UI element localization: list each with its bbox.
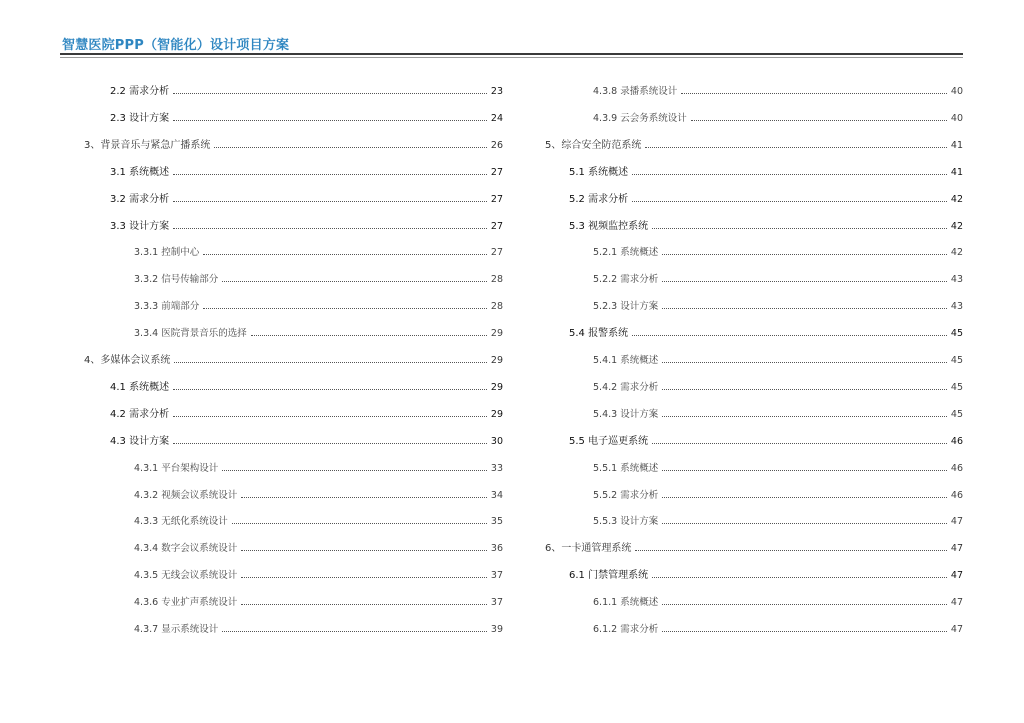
toc-entry-title: 6、一卡通管理系统 bbox=[545, 543, 632, 555]
toc-entry-page-number: 41 bbox=[950, 139, 963, 151]
toc-entry-title: 5.1 系统概述 bbox=[569, 166, 629, 178]
toc-entry-title: 3.1 系统概述 bbox=[110, 166, 170, 178]
toc-entry-page-number: 29 bbox=[490, 328, 503, 340]
toc-entry-page-number: 45 bbox=[950, 328, 963, 340]
toc-entry-page-number: 27 bbox=[490, 220, 503, 232]
toc-entry[interactable] bbox=[84, 138, 503, 152]
toc-entry-title: 4、多媒体会议系统 bbox=[84, 355, 171, 366]
toc-entry-page-number: 40 bbox=[950, 86, 963, 97]
toc-entry[interactable] bbox=[593, 84, 963, 98]
toc-entry-title: 5、综合安全防范系统 bbox=[545, 139, 642, 151]
toc-entry[interactable] bbox=[593, 111, 963, 125]
toc-entry[interactable] bbox=[569, 568, 963, 582]
toc-leader-dots bbox=[222, 272, 487, 282]
toc-entry[interactable] bbox=[110, 219, 503, 233]
toc-leader-dots bbox=[662, 461, 947, 471]
toc-entry[interactable] bbox=[593, 488, 963, 502]
toc-entry-title: 3.3.2 信号传输部分 bbox=[134, 274, 219, 286]
toc-entry-page-number: 24 bbox=[490, 112, 503, 124]
toc-entry-title: 3.2 需求分析 bbox=[110, 193, 170, 205]
toc-entry[interactable] bbox=[593, 461, 963, 475]
toc-leader-dots bbox=[662, 407, 947, 417]
toc-entry-page-number: 37 bbox=[490, 570, 503, 582]
toc-entry[interactable] bbox=[545, 541, 963, 555]
toc-entry-page-number: 47 bbox=[950, 516, 963, 528]
toc-entry-page-number: 30 bbox=[490, 435, 503, 447]
toc-leader-dots bbox=[662, 353, 947, 363]
toc-entry[interactable] bbox=[110, 84, 503, 98]
toc-entry-page-number: 46 bbox=[950, 462, 963, 474]
toc-leader-dots bbox=[203, 299, 487, 309]
toc-entry[interactable] bbox=[593, 353, 963, 367]
toc-entry[interactable] bbox=[134, 299, 503, 313]
toc-entry[interactable] bbox=[134, 272, 503, 286]
toc-entry-title: 4.3.5 无线会议系统设计 bbox=[134, 570, 238, 582]
toc-entry[interactable] bbox=[110, 192, 503, 206]
toc-entry-title: 3.3 设计方案 bbox=[110, 220, 170, 232]
toc-entry-title: 5.5.3 设计方案 bbox=[593, 516, 659, 528]
toc-leader-dots bbox=[222, 622, 487, 632]
toc-leader-dots bbox=[173, 192, 487, 202]
toc-leader-dots bbox=[652, 434, 947, 444]
toc-entry[interactable] bbox=[569, 165, 963, 179]
toc-leader-dots bbox=[645, 138, 947, 148]
toc-entry-page-number: 27 bbox=[490, 166, 503, 178]
toc-entry[interactable] bbox=[593, 380, 963, 394]
toc-entry-title: 6.1.2 需求分析 bbox=[593, 624, 659, 635]
toc-leader-dots bbox=[173, 380, 487, 390]
toc-entry-title: 4.3.4 数字会议系统设计 bbox=[134, 543, 238, 555]
toc-entry-title: 4.3.9 云会务系统设计 bbox=[593, 112, 687, 124]
toc-leader-dots bbox=[232, 514, 487, 524]
toc-leader-dots bbox=[632, 326, 947, 336]
toc-entry-title: 2.2 需求分析 bbox=[110, 86, 170, 97]
toc-entry[interactable] bbox=[134, 245, 503, 259]
toc-leader-dots bbox=[251, 326, 487, 336]
toc-entry-title: 5.2.3 设计方案 bbox=[593, 301, 659, 313]
toc-entry-page-number: 46 bbox=[950, 489, 963, 501]
toc-entry-title: 4.3.6 专业扩声系统设计 bbox=[134, 597, 238, 609]
toc-entry[interactable] bbox=[110, 380, 503, 394]
toc-entry[interactable] bbox=[134, 622, 503, 636]
toc-entry[interactable] bbox=[593, 272, 963, 286]
toc-entry-page-number: 27 bbox=[490, 247, 503, 259]
toc-entry-page-number: 33 bbox=[490, 462, 503, 474]
toc-leader-dots bbox=[241, 568, 487, 578]
toc-entry[interactable] bbox=[134, 595, 503, 609]
toc-leader-dots bbox=[662, 514, 947, 524]
toc-entry-title: 5.4.1 系统概述 bbox=[593, 355, 659, 366]
toc-leader-dots bbox=[691, 111, 947, 121]
toc-entry-page-number: 45 bbox=[950, 381, 963, 393]
toc-entry-page-number: 36 bbox=[490, 543, 503, 555]
toc-entry[interactable] bbox=[84, 353, 503, 367]
toc-leader-dots bbox=[662, 245, 947, 255]
toc-leader-dots bbox=[635, 541, 947, 551]
toc-leader-dots bbox=[173, 434, 487, 444]
toc-entry-title: 4.3.8 录播系统设计 bbox=[593, 86, 678, 97]
toc-entry-page-number: 42 bbox=[950, 220, 963, 232]
toc-leader-dots bbox=[662, 272, 947, 282]
toc-entry[interactable] bbox=[593, 622, 963, 636]
toc-entry[interactable] bbox=[110, 407, 503, 421]
toc-entry[interactable] bbox=[593, 299, 963, 313]
toc-leader-dots bbox=[652, 568, 947, 578]
toc-entry-title: 4.3.2 视频会议系统设计 bbox=[134, 489, 238, 501]
toc-entry-title: 4.1 系统概述 bbox=[110, 381, 170, 393]
header-rule-thin bbox=[60, 57, 963, 58]
toc-entry-page-number: 23 bbox=[490, 86, 503, 97]
toc-entry-title: 6.1 门禁管理系统 bbox=[569, 570, 649, 582]
toc-entry-page-number: 43 bbox=[950, 274, 963, 286]
toc-entry[interactable] bbox=[569, 192, 963, 206]
toc-entry-title: 5.3 视频监控系统 bbox=[569, 220, 649, 232]
toc-entry[interactable] bbox=[593, 245, 963, 259]
toc-leader-dots bbox=[662, 380, 947, 390]
toc-entry-title: 5.4.3 设计方案 bbox=[593, 408, 659, 420]
toc-entry-page-number: 47 bbox=[950, 597, 963, 609]
toc-entry-page-number: 37 bbox=[490, 597, 503, 609]
toc-entry-page-number: 26 bbox=[490, 139, 503, 151]
toc-entry-title: 5.5 电子巡更系统 bbox=[569, 435, 649, 447]
toc-entry-page-number: 41 bbox=[950, 166, 963, 178]
toc-leader-dots bbox=[662, 622, 947, 632]
toc-entry-page-number: 28 bbox=[490, 301, 503, 313]
toc-entry-page-number: 34 bbox=[490, 489, 503, 501]
toc-entry[interactable] bbox=[569, 326, 963, 340]
toc-leader-dots bbox=[241, 541, 487, 551]
toc-entry-page-number: 29 bbox=[490, 355, 503, 366]
toc-leader-dots bbox=[681, 84, 947, 94]
toc-entry-page-number: 47 bbox=[950, 543, 963, 555]
toc-leader-dots bbox=[632, 192, 947, 202]
toc-entry-title: 2.3 设计方案 bbox=[110, 112, 170, 124]
toc-entry-title: 3、背景音乐与紧急广播系统 bbox=[84, 139, 211, 151]
toc-leader-dots bbox=[173, 111, 487, 121]
toc-entry[interactable] bbox=[593, 514, 963, 528]
toc-leader-dots bbox=[173, 407, 487, 417]
toc-leader-dots bbox=[203, 245, 487, 255]
toc-entry[interactable] bbox=[110, 434, 503, 448]
toc-leader-dots bbox=[173, 84, 487, 94]
toc-entry-page-number: 28 bbox=[490, 274, 503, 286]
toc-entry-page-number: 43 bbox=[950, 301, 963, 313]
toc-entry-title: 4.3.7 显示系统设计 bbox=[134, 624, 219, 635]
toc-leader-dots bbox=[662, 299, 947, 309]
toc-entry-title: 5.4.2 需求分析 bbox=[593, 381, 659, 393]
toc-entry-page-number: 45 bbox=[950, 408, 963, 420]
toc-entry-title: 5.4 报警系统 bbox=[569, 328, 629, 340]
toc-entry-title: 4.3.3 无纸化系统设计 bbox=[134, 516, 228, 528]
toc-entry-page-number: 47 bbox=[950, 570, 963, 582]
toc-entry[interactable] bbox=[569, 219, 963, 233]
toc-leader-dots bbox=[662, 488, 947, 498]
toc-entry-page-number: 40 bbox=[950, 112, 963, 124]
toc-leader-dots bbox=[173, 165, 487, 175]
toc-entry-title: 5.2.1 系统概述 bbox=[593, 247, 659, 259]
toc-leader-dots bbox=[662, 595, 947, 605]
toc-entry-page-number: 35 bbox=[490, 516, 503, 528]
toc-entry-title: 5.5.2 需求分析 bbox=[593, 489, 659, 501]
toc-entry-title: 5.2 需求分析 bbox=[569, 193, 629, 205]
toc-entry[interactable] bbox=[134, 514, 503, 528]
toc-entry-page-number: 42 bbox=[950, 247, 963, 259]
header-rule bbox=[60, 53, 963, 55]
toc-entry-page-number: 29 bbox=[490, 408, 503, 420]
toc-leader-dots bbox=[241, 488, 487, 498]
toc-leader-dots bbox=[632, 165, 947, 175]
toc-leader-dots bbox=[652, 219, 947, 229]
toc-entry-title: 4.3 设计方案 bbox=[110, 435, 170, 447]
toc-entry-title: 5.5.1 系统概述 bbox=[593, 462, 659, 474]
toc-entry-title: 6.1.1 系统概述 bbox=[593, 597, 659, 609]
toc-entry[interactable] bbox=[134, 488, 503, 502]
toc-entry-page-number: 27 bbox=[490, 193, 503, 205]
toc-entry-page-number: 46 bbox=[950, 435, 963, 447]
toc-entry-page-number: 39 bbox=[490, 624, 503, 635]
toc-entry-title: 4.3.1 平台架构设计 bbox=[134, 462, 219, 474]
toc-entry[interactable] bbox=[593, 407, 963, 421]
toc-entry-page-number: 29 bbox=[490, 381, 503, 393]
toc-leader-dots bbox=[174, 353, 487, 363]
toc-entry-page-number: 47 bbox=[950, 624, 963, 635]
toc-entry-page-number: 45 bbox=[950, 355, 963, 366]
toc-entry[interactable] bbox=[569, 434, 963, 448]
toc-entry-title: 4.2 需求分析 bbox=[110, 408, 170, 420]
toc-entry[interactable] bbox=[110, 111, 503, 125]
toc-entry[interactable] bbox=[545, 138, 963, 152]
toc-entry-title: 5.2.2 需求分析 bbox=[593, 274, 659, 286]
toc-entry-title: 3.3.1 控制中心 bbox=[134, 247, 200, 259]
toc-leader-dots bbox=[214, 138, 487, 148]
toc-entry[interactable] bbox=[593, 595, 963, 609]
toc-leader-dots bbox=[173, 219, 487, 229]
toc-leader-dots bbox=[241, 595, 487, 605]
toc-entry[interactable] bbox=[110, 165, 503, 179]
toc-entry[interactable] bbox=[134, 461, 503, 475]
document-header-title: 智慧医院PPP（智能化）设计项目方案 bbox=[62, 38, 290, 53]
toc-entry-title: 3.3.4 医院背景音乐的选择 bbox=[134, 328, 247, 340]
toc-entry-page-number: 42 bbox=[950, 193, 963, 205]
toc-leader-dots bbox=[222, 461, 487, 471]
toc-entry-title: 3.3.3 前端部分 bbox=[134, 301, 200, 313]
toc-entry[interactable] bbox=[134, 568, 503, 582]
toc-entry[interactable] bbox=[134, 326, 503, 340]
toc-entry[interactable] bbox=[134, 541, 503, 555]
